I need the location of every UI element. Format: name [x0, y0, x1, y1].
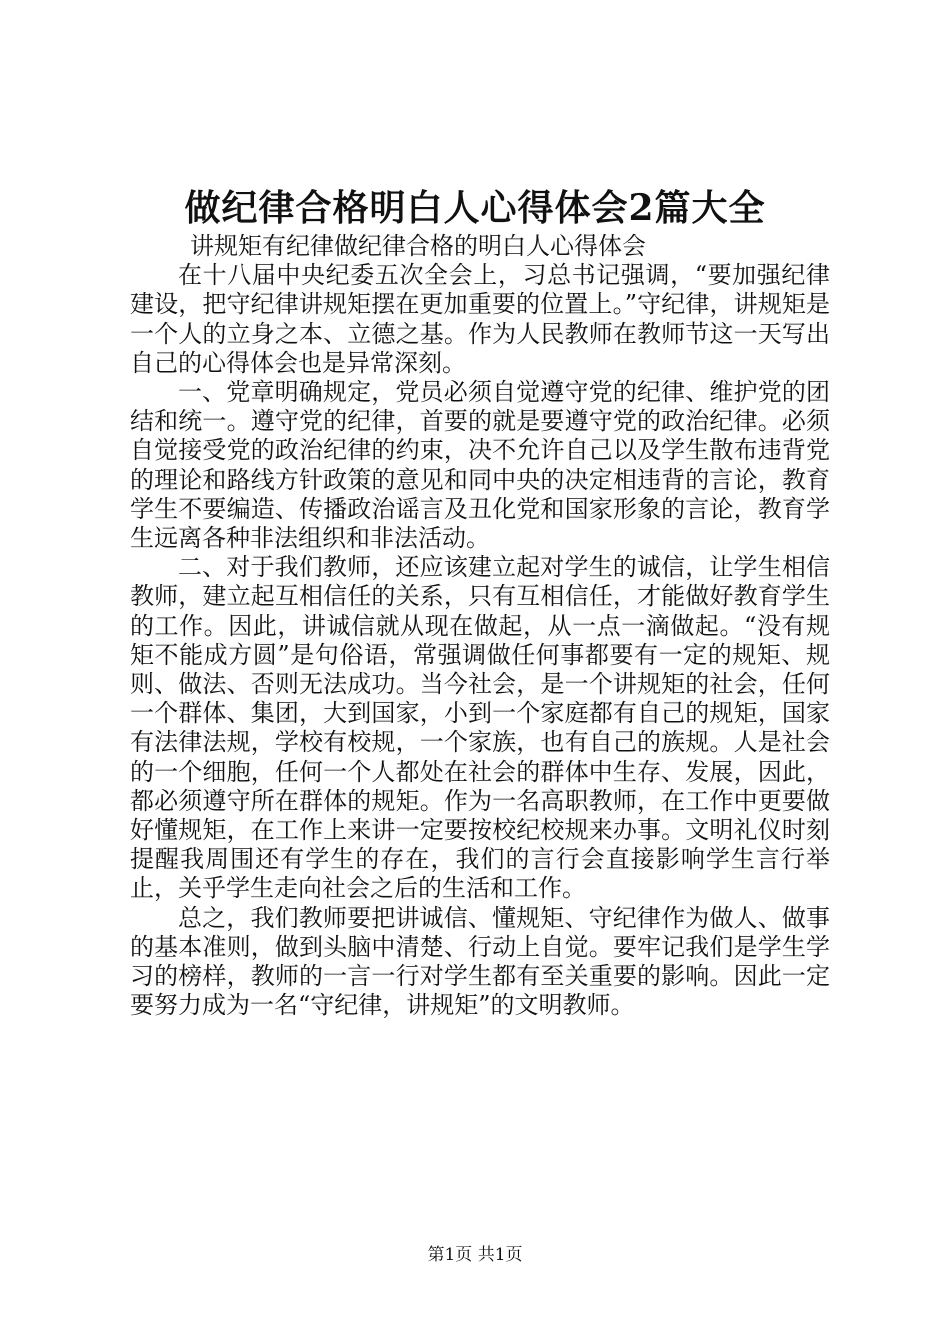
document-title: 做纪律合格明白人心得体会2篇大全 [184, 187, 766, 229]
body-paragraph: 二、对于我们教师，还应该建立起对学生的诚信，让学生相信教师，建立起互相信任的关系，只有互相信任，才能做好教育学生的工作。因此，讲诚信就从现在做起，从一点一滴做起。“没有规矩不能成方圆”是句俗语，常强调做任何事都要有一定的规矩、规则、做法、否则无法成功。当今社会，是一个讲规矩的社会，任何一个群体、集团，大到国家，小到一个家庭都有自己的规矩，国家有法律法规，学校有校规，一个家族，也有自己的族规。人是社会的一个细胞，任何一个人都处在社会的群体中生存、发展，因此，都必须遵守所在群体的规矩。作为一名高职教师，在工作中更要做好懂规矩，在工作上来讲一定要按校纪校规来办事。文明礼仪时刻提醒我周围还有学生的存在，我们的言行会直接影响学生言行举止，关乎学生走向社会之后的生活和工作。 [130, 553, 830, 903]
page-footer: 第1页 共1页 [427, 1245, 523, 1265]
document-body [130, 232, 830, 1020]
body-paragraph: 总之，我们教师要把讲诚信、懂规矩、守纪律作为做人、做事的基本准则，做到头脑中清楚、行动上自觉。要牢记我们是学生学习的榜样，教师的一言一行对学生都有至关重要的影响。因此一定要努力成为一名“守纪律，讲规矩”的文明教师。 [130, 903, 830, 1020]
subtitle-paragraph: 讲规矩有纪律做纪律合格的明白人心得体会 [190, 232, 646, 260]
body-paragraph: 在十八届中央纪委五次全会上，习总书记强调，“要加强纪律建设，把守纪律讲规矩摆在更加重要的位置上。”守纪律，讲规矩是一个人的立身之本、立德之基。作为人民教师在教师节这一天写出自己的心得体会也是异常深刻。 [130, 261, 830, 377]
body-paragraph: 一、党章明确规定，党员必须自觉遵守党的纪律、维护党的团结和统一。遵守党的纪律，首要的就是要遵守党的政治纪律。必须自觉接受党的政治纪律的约束，决不允许自己以及学生散布违背党的理论和路线方针政策的意见和同中央的决定相违背的言论，教育学生不要编造、传播政治谣言及丑化党和国家形象的言论，教育学生远离各种非法组织和非法活动。 [130, 378, 830, 553]
